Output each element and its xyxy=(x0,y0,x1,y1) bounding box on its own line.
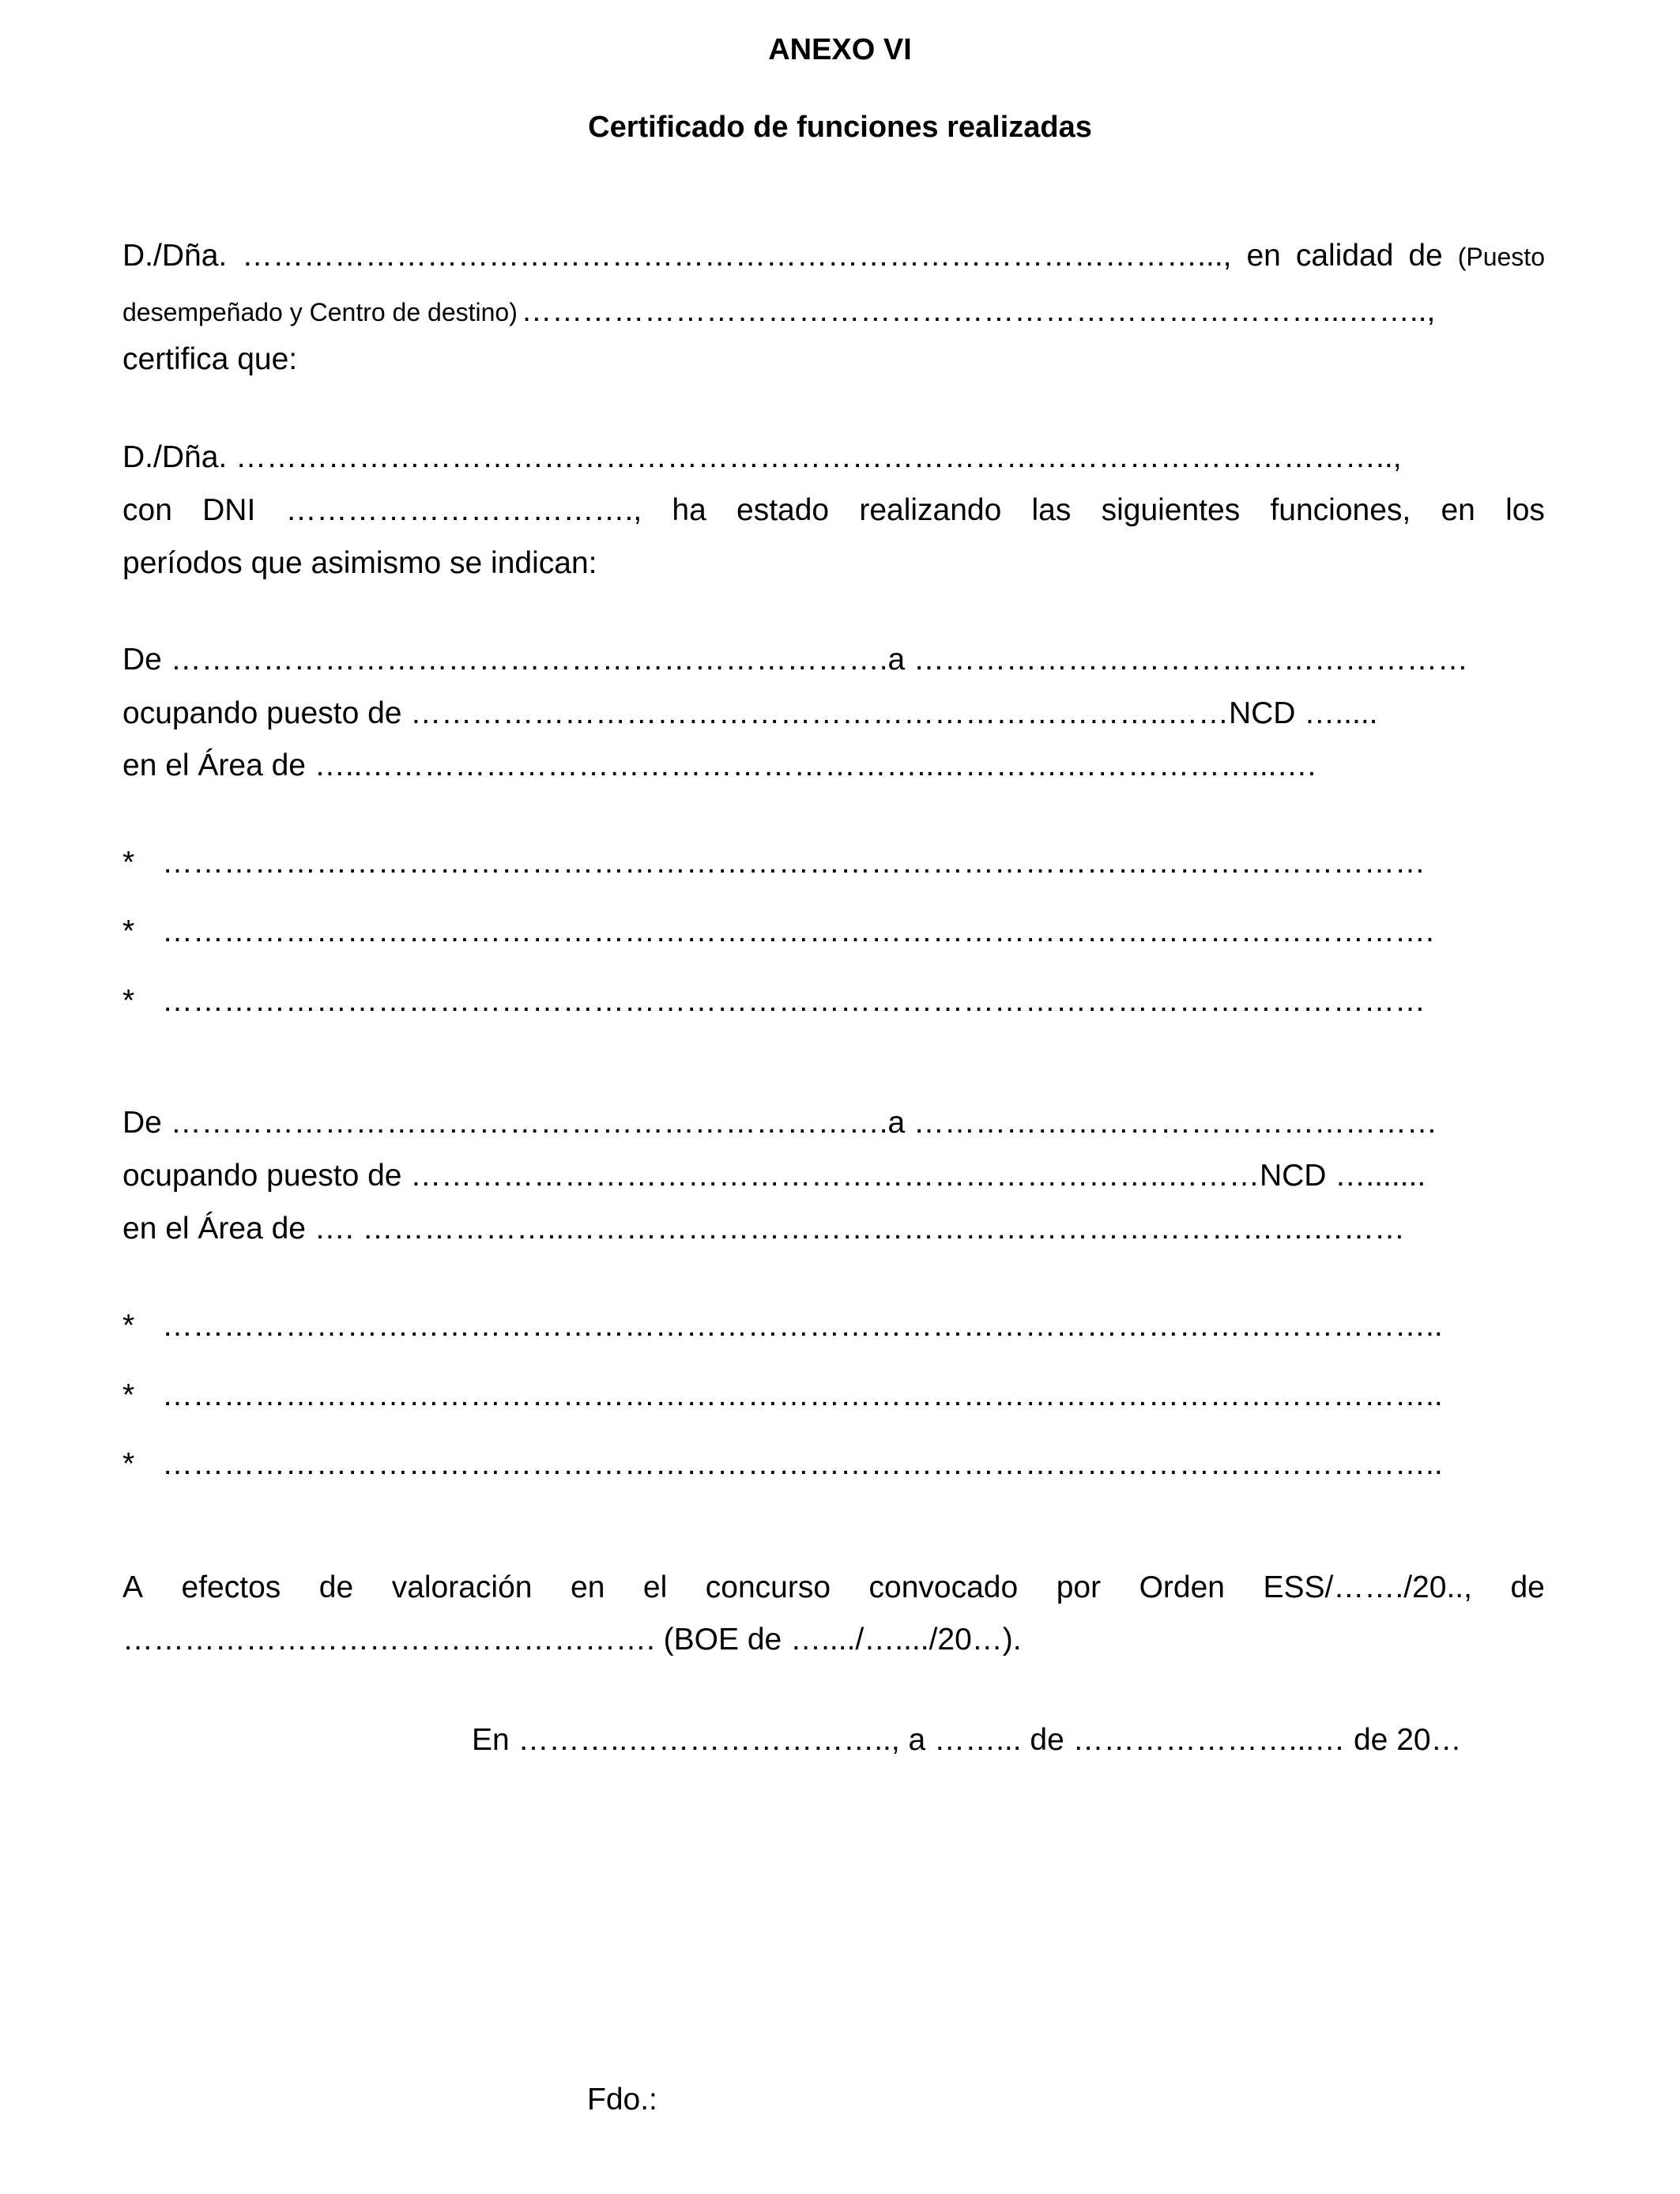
purpose-word: A xyxy=(122,1570,144,1604)
subject-word: en xyxy=(1441,493,1475,527)
purpose-word: valoración xyxy=(391,1570,533,1604)
period-2-function-3: …………………………………………………………………………………………………………….. xyxy=(162,1447,1443,1481)
subject-word: ……………………………., xyxy=(285,493,642,527)
position-blank: ……………………………………………………………………...…….., xyxy=(521,294,1436,328)
purpose-word: efectos xyxy=(181,1570,281,1604)
bullet-marker: * xyxy=(122,1378,135,1412)
period-1-function-1: …………………………………………………………………………………………………………… xyxy=(162,846,1426,880)
word-de: de xyxy=(1408,239,1443,273)
period-1-position: ocupando puesto de ………………………………………………………………..……NCD …..... xyxy=(122,696,1378,730)
purpose-line-2: ……………………………………………. (BOE de …..../…..../20…). xyxy=(122,1623,1022,1657)
subject-word: realizando xyxy=(859,493,1002,527)
certifier-prefix: D./Dña. xyxy=(122,239,228,273)
subject-line-3: períodos que asimismo se indican: xyxy=(122,546,597,580)
certifies-that: certifica que: xyxy=(122,342,298,376)
subject-line-2 xyxy=(122,493,1545,534)
word-en: en xyxy=(1246,239,1281,273)
signature-label: Fdo.: xyxy=(587,2083,657,2117)
period-1-area: en el Área de …..………………………………………………..………….………………...…. xyxy=(122,748,1317,782)
subject-word: funciones, xyxy=(1270,493,1411,527)
purpose-word: convocado xyxy=(868,1570,1019,1604)
annex-heading: ANEXO VI xyxy=(768,33,912,66)
subject-line-1: D./Dña. ………………………………………………………………………………………………….., xyxy=(122,440,1402,474)
subject-word: DNI xyxy=(202,493,256,527)
purpose-word: Orden xyxy=(1139,1570,1225,1604)
subject-word: siguientes xyxy=(1101,493,1241,527)
period-1-from-to: De …………………………………………………………….a ……………………………………………… xyxy=(122,643,1469,677)
certifier-line-1 xyxy=(122,239,1545,280)
subject-word: los xyxy=(1505,493,1545,527)
purpose-word: por xyxy=(1056,1570,1102,1604)
subject-word: con xyxy=(122,493,172,527)
bullet-marker: * xyxy=(122,1309,135,1343)
period-1-function-3: …………………………………………………………………………………………………………… xyxy=(162,984,1426,1018)
purpose-word: de xyxy=(1510,1570,1545,1604)
subject-word: estado xyxy=(736,493,830,527)
bullet-marker: * xyxy=(122,1447,135,1481)
period-2-from-to: De …………………………………………………………….a …………………………………………… xyxy=(122,1106,1438,1140)
period-1-function-2: ……………………………………………………………………………………………………………. xyxy=(162,914,1434,948)
bullet-marker: * xyxy=(122,984,135,1018)
subject-word: las xyxy=(1031,493,1072,527)
word-calidad: calidad xyxy=(1295,239,1394,273)
position-label: desempeñado y Centro de destino) xyxy=(122,298,518,326)
purpose-word: concurso xyxy=(705,1570,831,1604)
bullet-marker: * xyxy=(122,846,135,880)
document-title: Certificado de funciones realizadas xyxy=(588,111,1092,144)
subject-word: ha xyxy=(672,493,706,527)
period-2-function-1: …………………………………………………………………………………………………………….. xyxy=(162,1309,1443,1343)
certifier-line-2 xyxy=(122,294,1545,329)
purpose-word: en xyxy=(571,1570,605,1604)
period-2-position: ocupando puesto de ………………………………………………………………..………NCD …....... xyxy=(122,1159,1426,1193)
word-puesto: (Puesto xyxy=(1457,243,1545,271)
place-date-line: En ………..…………………….., a ……... de …………………...… de 20… xyxy=(472,1723,1462,1757)
purpose-word: ESS/……./20.., xyxy=(1263,1570,1472,1604)
certifier-name-blank: …………………………………………………………………………………..., xyxy=(242,239,1232,273)
period-2-area: en el Área de …. ………………..……………………………………………………………….……… xyxy=(122,1212,1406,1246)
purpose-word: de xyxy=(318,1570,354,1604)
period-2-function-2: …………………………………………………………………………………………………………….. xyxy=(162,1378,1443,1412)
purpose-line-1 xyxy=(122,1570,1545,1612)
purpose-word: el xyxy=(642,1570,668,1604)
bullet-marker: * xyxy=(122,914,135,948)
